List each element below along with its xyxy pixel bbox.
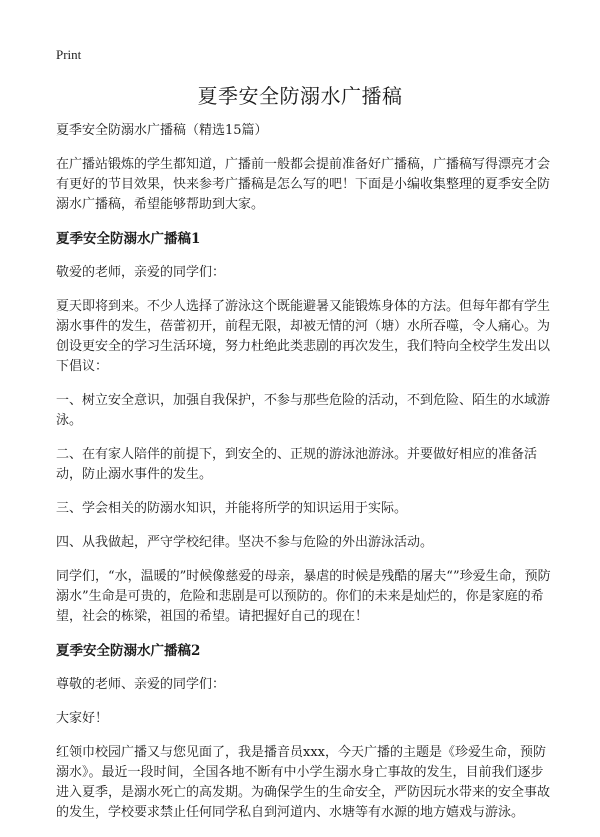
body-paragraph: 同学们，“水，温暖的”时候像慈爱的母亲，暴虐的时候是残酷的屠夫“”珍爱生命，预防溺水”生命是可贵的，危险和悲剧是可以预防的。你们的未来是灿烂的，你是家庭的希望，社会的栋梁，祖国的希望。请把握好自己的现在！: [56, 569, 551, 624]
proposal-item: 四、从我做起，严守学校纪律。坚决不参与危险的外出游泳活动。: [56, 535, 434, 550]
document-body: [56, 121, 551, 837]
proposal-item: 三、学会相关的防溺水知识，并能将所学的知识运用于实际。: [56, 501, 408, 516]
greeting: 大家好！: [56, 711, 109, 726]
page-title: 夏季安全防溺水广播稿: [197, 84, 403, 108]
salutation: 敬爱的老师，亲爱的同学们：: [56, 265, 226, 280]
section-heading: 夏季安全防溺水广播稿2: [56, 643, 201, 659]
document-subtitle: 夏季安全防溺水广播稿（精选15篇）: [56, 123, 268, 138]
print-link[interactable]: Print: [56, 47, 82, 62]
section-heading: 夏季安全防溺水广播稿1: [56, 231, 201, 247]
salutation: 尊敬的老师、亲爱的同学们：: [56, 677, 226, 692]
proposal-item: 二、在有家人陪伴的前提下，到安全的、正规的游泳池游泳。并要做好相应的准备活动，防止溺水事件的发生。: [56, 447, 538, 482]
intro-paragraph: 在广播站锻炼的学生都知道，广播前一般都会提前准备好广播稿，广播稿写得漂亮才会有更好的节目效果，快来参考广播稿是怎么写的吧！下面是小编收集整理的夏季安全防溺水广播稿，希望能够帮助到大家。: [56, 157, 551, 212]
body-paragraph: 夏天即将到来。不少人选择了游泳这个既能避暑又能锻炼身体的方法。但每年都有学生溺水事件的发生，蓓蕾初开，前程无限，却被无情的河（塘）水所吞噬，令人痛心。为创设更安全的学习生活环境，努力杜绝此类悲剧的再次发生，我们特向全校学生发出以下倡议：: [56, 299, 551, 374]
proposal-item: 一、树立安全意识，加强自我保护，不参与那些危险的活动，不到危险、陌生的水域游泳。: [56, 393, 551, 428]
body-paragraph: 红领巾校园广播又与您见面了，我是播音员xxx，今天广播的主题是《珍爱生命，预防溺水》。最近一段时间，全国各地不断有中小学生溺水身亡事故的发生，目前我们逐步进入夏季，是溺水死亡的高发期。为确保学生的生命安全，严防因玩水带来的安全事故的发生，学校要求禁止任何同学私自到河道内、水塘等有水源的地方嬉戏与游泳。: [56, 745, 551, 820]
